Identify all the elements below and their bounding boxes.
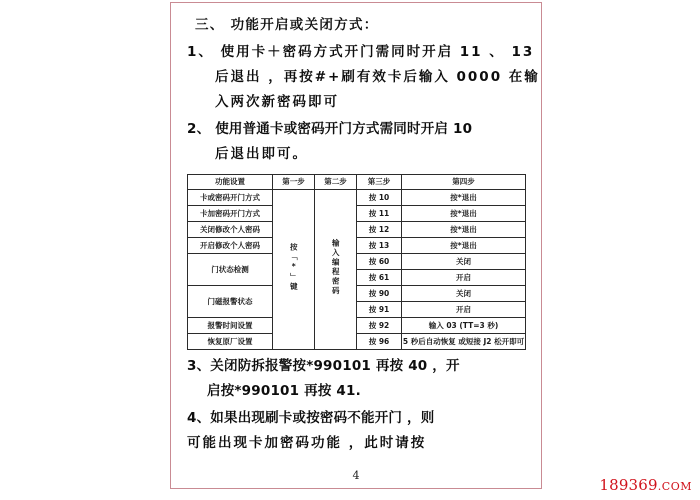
col-header-step4: 第四步: [402, 175, 526, 190]
paragraph-line: 1、 使用卡＋密码方式开门需同时开启 11 、 13: [187, 44, 535, 60]
cell-step4: 关闭: [402, 254, 526, 270]
cell-step3: 按 13: [357, 238, 402, 254]
cell-step3: 按 91: [357, 302, 402, 318]
cell-feature: 卡加密码开门方式: [188, 206, 273, 222]
col-header-step1: 第一步: [273, 175, 315, 190]
paragraph-line: 入两次新密码即可: [215, 94, 339, 110]
cell-step4: 5 秒后自动恢复 或短接 J2 松开即可: [402, 334, 526, 350]
cell-step3: 按 11: [357, 206, 402, 222]
cell-step4: 关闭: [402, 286, 526, 302]
table-row: [188, 190, 526, 206]
paragraph-line: 3、关闭防拆报警按*990101 再按 40 ，开: [187, 358, 460, 374]
cell-feature: 门状态检测: [188, 254, 273, 286]
cell-step4: 开启: [402, 270, 526, 286]
col-header-feature: 功能设置: [188, 175, 273, 190]
col-header-step3: 第三步: [357, 175, 402, 190]
paragraph-line: 后退出即可。: [215, 146, 308, 162]
step2-vertical-text: 输入编程密码: [331, 238, 341, 296]
cell-feature: 报警时间设置: [188, 318, 273, 334]
cell-feature: 门磁报警状态: [188, 286, 273, 318]
cell-step3: 按 60: [357, 254, 402, 270]
page-content: [171, 3, 541, 488]
paragraph-line: 后退出 ，再按#+刷有效卡后输入 0000 在输: [215, 69, 540, 85]
cell-step3: 按 10: [357, 190, 402, 206]
cell-step4: 按*退出: [402, 206, 526, 222]
watermark-tld: .COM: [657, 480, 692, 493]
paragraph-line: 可能出现卡加密码功能 ，此时请按: [187, 435, 427, 451]
table-row: [188, 222, 526, 238]
cell-step4: 输入 03 (TT=3 秒): [402, 318, 526, 334]
cell-step4: 开启: [402, 302, 526, 318]
cell-step3: 按 61: [357, 270, 402, 286]
paragraph-item-3: [185, 354, 527, 404]
page-number: 4: [352, 469, 360, 482]
table-header-row: [188, 175, 526, 190]
cell-step3: 按 92: [357, 318, 402, 334]
function-settings-table: [187, 174, 526, 350]
cell-step1-vertical: [273, 190, 315, 350]
table-row: [188, 254, 526, 270]
cell-step3: 按 90: [357, 286, 402, 302]
scanned-page-sheet: [170, 2, 542, 489]
cell-step4: 按*退出: [402, 222, 526, 238]
cell-step3: 按 12: [357, 222, 402, 238]
paragraph-line: 4、如果出现刷卡或按密码不能开门 ，则: [187, 410, 435, 426]
paragraph-item-1: [185, 40, 540, 115]
cell-step3: 按 96: [357, 334, 402, 350]
col-header-step2: 第二步: [315, 175, 357, 190]
table-row: [188, 318, 526, 334]
table-row: [188, 334, 526, 350]
function-settings-table-wrap: [187, 174, 527, 350]
cell-step4: 按*退出: [402, 190, 526, 206]
paragraph-line: 2、 使用普通卡或密码开门方式需同时开启 10: [187, 121, 473, 137]
paragraph-line: 启按*990101 再按 41.: [207, 383, 361, 399]
table-row: [188, 238, 526, 254]
watermark-number: 189369: [599, 476, 658, 494]
site-watermark: [599, 476, 692, 494]
cell-step2-vertical: [315, 190, 357, 350]
table-row: [188, 206, 526, 222]
section-heading: 三、 功能开启或关闭方式：: [195, 17, 379, 33]
paragraph-item-4: [185, 406, 527, 456]
cell-feature: 关闭修改个人密码: [188, 222, 273, 238]
cell-feature: 开启修改个人密码: [188, 238, 273, 254]
cell-feature: 恢复原厂设置: [188, 334, 273, 350]
step1-vertical-text: 按「*」键: [289, 242, 299, 292]
cell-feature: 卡或密码开门方式: [188, 190, 273, 206]
table-row: [188, 286, 526, 302]
cell-step4: 按*退出: [402, 238, 526, 254]
paragraph-item-2: [185, 117, 527, 167]
